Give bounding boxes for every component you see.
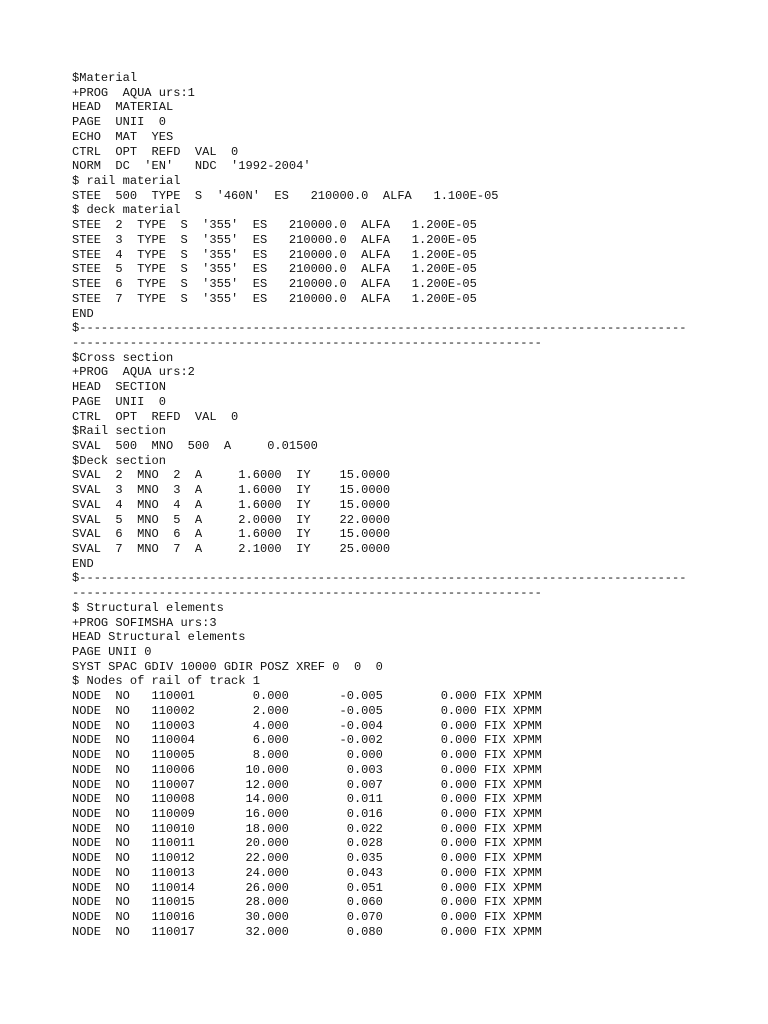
code-line: NODE NO 110008 14.000 0.011 0.000 FIX XPMM — [72, 792, 542, 807]
code-line: STEE 3 TYPE S '355' ES 210000.0 ALFA 1.200E-05 — [72, 232, 477, 247]
code-line: SVAL 4 MNO 4 A 1.6000 IY 15.0000 — [72, 497, 391, 512]
code-line: SYST SPAC GDIV 10000 GDIR POSZ XREF 0 0 0 — [72, 659, 383, 674]
code-line: CTRL OPT REFD VAL 0 — [72, 409, 239, 424]
code-line: $Deck section — [72, 453, 166, 468]
code-line: NODE NO 110012 22.000 0.035 0.000 FIX XPMM — [72, 851, 542, 866]
code-line: NODE NO 110017 32.000 0.080 0.000 FIX XPMM — [72, 924, 542, 939]
code-listing — [72, 71, 762, 939]
code-line: END — [72, 556, 94, 571]
code-line: SVAL 5 MNO 5 A 2.0000 IY 22.0000 — [72, 512, 391, 527]
code-line: STEE 4 TYPE S '355' ES 210000.0 ALFA 1.200E-05 — [72, 247, 477, 262]
code-line: NODE NO 110005 8.000 0.000 0.000 FIX XPMM — [72, 748, 542, 763]
code-line: NORM DC 'EN' NDC '1992-2004' — [72, 159, 311, 174]
code-line: STEE 500 TYPE S '460N' ES 210000.0 ALFA 1.100E-05 — [72, 188, 499, 203]
code-line: $------------------------------------------------------------------------------------ — [72, 571, 687, 586]
code-line: NODE NO 110013 24.000 0.043 0.000 FIX XPMM — [72, 865, 542, 880]
code-line: NODE NO 110007 12.000 0.007 0.000 FIX XPMM — [72, 777, 542, 792]
code-line: STEE 6 TYPE S '355' ES 210000.0 ALFA 1.200E-05 — [72, 277, 477, 292]
code-line: HEAD SECTION — [72, 380, 166, 395]
code-line: NODE NO 110015 28.000 0.060 0.000 FIX XPMM — [72, 895, 542, 910]
code-line: NODE NO 110002 2.000 -0.005 0.000 FIX XPMM — [72, 703, 542, 718]
code-line: ----------------------------------------------------------------- — [72, 586, 542, 601]
code-line: $ deck material — [72, 203, 181, 218]
code-line: NODE NO 110004 6.000 -0.002 0.000 FIX XPMM — [72, 733, 542, 748]
code-line: HEAD MATERIAL — [72, 100, 174, 115]
code-line: NODE NO 110003 4.000 -0.004 0.000 FIX XPMM — [72, 718, 542, 733]
code-line: END — [72, 306, 94, 321]
code-line: NODE NO 110016 30.000 0.070 0.000 FIX XPMM — [72, 909, 542, 924]
code-line: $Material — [72, 71, 138, 85]
code-line: SVAL 3 MNO 3 A 1.6000 IY 15.0000 — [72, 483, 391, 498]
code-line: +PROG AQUA urs:1 — [72, 85, 195, 100]
code-line: NODE NO 110010 18.000 0.022 0.000 FIX XPMM — [72, 821, 542, 836]
code-line: NODE NO 110006 10.000 0.003 0.000 FIX XPMM — [72, 762, 542, 777]
code-line: $ Structural elements — [72, 600, 224, 615]
code-line: ECHO MAT YES — [72, 129, 174, 144]
code-line: NODE NO 110009 16.000 0.016 0.000 FIX XPMM — [72, 806, 542, 821]
code-line: PAGE UNII 0 — [72, 115, 166, 130]
code-line: PAGE UNII 0 — [72, 394, 166, 409]
code-line: $ rail material — [72, 174, 181, 189]
code-line: $Rail section — [72, 424, 166, 439]
code-line: SVAL 2 MNO 2 A 1.6000 IY 15.0000 — [72, 468, 391, 483]
code-line: +PROG AQUA urs:2 — [72, 365, 195, 380]
code-line: PAGE UNII 0 — [72, 645, 152, 660]
code-line: ----------------------------------------------------------------- — [72, 335, 542, 350]
code-line: NODE NO 110014 26.000 0.051 0.000 FIX XPMM — [72, 880, 542, 895]
code-line: $ Nodes of rail of track 1 — [72, 674, 260, 689]
code-line: $------------------------------------------------------------------------------------ — [72, 321, 687, 336]
code-line: SVAL 6 MNO 6 A 1.6000 IY 15.0000 — [72, 527, 391, 542]
code-line: +PROG SOFIMSHA urs:3 — [72, 615, 217, 630]
code-line: SVAL 500 MNO 500 A 0.01500 — [72, 438, 318, 453]
code-line: $Cross section — [72, 350, 174, 365]
code-line: HEAD Structural elements — [72, 630, 246, 645]
code-line: NODE NO 110001 0.000 -0.005 0.000 FIX XPMM — [72, 689, 542, 704]
code-line: STEE 5 TYPE S '355' ES 210000.0 ALFA 1.200E-05 — [72, 262, 477, 277]
code-line: SVAL 7 MNO 7 A 2.1000 IY 25.0000 — [72, 542, 391, 556]
code-line: STEE 2 TYPE S '355' ES 210000.0 ALFA 1.200E-05 — [72, 218, 477, 233]
code-line: CTRL OPT REFD VAL 0 — [72, 144, 239, 159]
code-line: STEE 7 TYPE S '355' ES 210000.0 ALFA 1.200E-05 — [72, 291, 477, 306]
code-line: NODE NO 110011 20.000 0.028 0.000 FIX XPMM — [72, 836, 542, 851]
